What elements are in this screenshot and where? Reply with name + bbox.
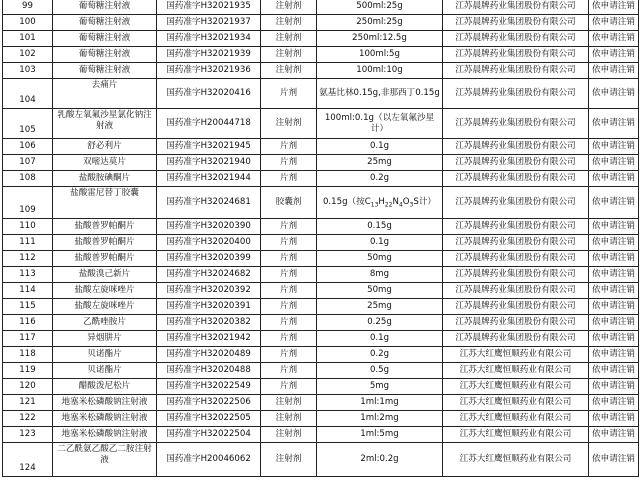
company-name-cell: 江苏晨牌药业集团股份有限公司 [443, 79, 589, 109]
drug-name-cell: 乳酸左氧氟沙星氯化钠注射液 [53, 109, 157, 139]
drug-name-cell: 舒必利片 [53, 139, 157, 155]
drug-name-cell: 二乙酰氨乙酸乙二胺注射液 [53, 443, 157, 477]
company-name-cell: 江苏晨牌药业集团股份有限公司 [443, 171, 589, 187]
table-row [3, 155, 639, 171]
specification-cell: 0.1g [317, 139, 443, 155]
row-number-cell: 116 [3, 315, 53, 331]
company-name-cell: 江苏晨牌药业集团股份有限公司 [443, 63, 589, 79]
table-row [3, 379, 639, 395]
company-name-cell: 江苏晨牌药业集团股份有限公司 [443, 299, 589, 315]
approval-number-cell: 国药准字H32020416 [157, 79, 261, 109]
drug-name-cell: 去痛片 [53, 79, 157, 109]
cancellation-status-cell: 依申请注销 [589, 109, 639, 139]
row-number-cell: 100 [3, 15, 53, 31]
specification-cell: 500ml:25g [317, 0, 443, 15]
company-name-cell: 江苏晨牌药业集团股份有限公司 [443, 331, 589, 347]
row-number-cell: 105 [3, 109, 53, 139]
cancellation-status-cell: 依申请注销 [589, 331, 639, 347]
company-name-cell: 江苏晨牌药业集团股份有限公司 [443, 235, 589, 251]
dosage-form-cell: 片剂 [261, 251, 317, 267]
row-number-cell: 123 [3, 427, 53, 443]
table-row [3, 411, 639, 427]
approval-number-cell: 国药准字H32021942 [157, 331, 261, 347]
row-number-cell: 101 [3, 31, 53, 47]
dosage-form-cell: 片剂 [261, 283, 317, 299]
approval-number-cell: 国药准字H32021945 [157, 139, 261, 155]
specification-cell: 0.15g（按$C_{13}H_{22}N_4O_3S$计） [317, 187, 443, 219]
approval-number-cell: 国药准字H32022506 [157, 395, 261, 411]
row-number-cell: 112 [3, 251, 53, 267]
cancellation-status-cell: 依申请注销 [589, 283, 639, 299]
dosage-form-cell: 注射剂 [261, 411, 317, 427]
cancellation-status-cell: 依申请注销 [589, 47, 639, 63]
table-row [3, 395, 639, 411]
specification-cell: 0.1g [317, 235, 443, 251]
company-name-cell: 江苏晨牌药业集团股份有限公司 [443, 315, 589, 331]
dosage-form-cell: 片剂 [261, 267, 317, 283]
table-row [3, 315, 639, 331]
drug-name-cell: 乙酰唑胺片 [53, 315, 157, 331]
row-number-cell: 120 [3, 379, 53, 395]
specification-cell: 250ml:12.5g [317, 31, 443, 47]
row-number-cell: 119 [3, 363, 53, 379]
table-row [3, 219, 639, 235]
specification-cell: 1ml:5mg [317, 427, 443, 443]
company-name-cell: 江苏晨牌药业集团股份有限公司 [443, 31, 589, 47]
cancellation-status-cell: 依申请注销 [589, 31, 639, 47]
dosage-form-cell: 注射剂 [261, 47, 317, 63]
row-number-cell: 115 [3, 299, 53, 315]
cancellation-status-cell: 依申请注销 [589, 251, 639, 267]
table-row [3, 139, 639, 155]
drug-name-cell: 异烟肼片 [53, 331, 157, 347]
table-row [3, 15, 639, 31]
company-name-cell: 江苏晨牌药业集团股份有限公司 [443, 139, 589, 155]
cancellation-status-cell: 依申请注销 [589, 0, 639, 15]
cancellation-status-cell: 依申请注销 [589, 155, 639, 171]
specification-cell: 25mg [317, 155, 443, 171]
approval-number-cell: 国药准字H32022549 [157, 379, 261, 395]
table-row [3, 79, 639, 109]
specification-cell: 0.15g [317, 219, 443, 235]
company-name-cell: 江苏大红鹰恒顺药业有限公司 [443, 379, 589, 395]
cancellation-status-cell: 依申请注销 [589, 427, 639, 443]
row-number-cell: 108 [3, 171, 53, 187]
row-number-cell: 109 [3, 187, 53, 219]
cancellation-status-cell: 依申请注销 [589, 347, 639, 363]
approval-number-cell: 国药准字H20046062 [157, 443, 261, 477]
dosage-form-cell: 片剂 [261, 219, 317, 235]
specification-cell: 100ml:10g [317, 63, 443, 79]
approval-number-cell: 国药准字H32020400 [157, 235, 261, 251]
approval-number-cell: 国药准字H32021935 [157, 0, 261, 15]
table-row [3, 283, 639, 299]
drug-name-cell: 葡萄糖注射液 [53, 47, 157, 63]
cancellation-status-cell: 依申请注销 [589, 363, 639, 379]
specification-cell: 1ml:2mg [317, 411, 443, 427]
company-name-cell: 江苏大红鹰恒顺药业有限公司 [443, 411, 589, 427]
dosage-form-cell: 片剂 [261, 235, 317, 251]
approval-number-cell: 国药准字H32020399 [157, 251, 261, 267]
dosage-form-cell: 片剂 [261, 363, 317, 379]
row-number-cell: 107 [3, 155, 53, 171]
drug-name-cell: 葡萄糖注射液 [53, 63, 157, 79]
approval-number-cell: 国药准字H32021936 [157, 63, 261, 79]
table-row [3, 63, 639, 79]
table-row [3, 363, 639, 379]
cancellation-status-cell: 依申请注销 [589, 267, 639, 283]
row-number-cell: 104 [3, 79, 53, 109]
cancellation-status-cell: 依申请注销 [589, 315, 639, 331]
specification-cell: 250ml:25g [317, 15, 443, 31]
row-number-cell: 106 [3, 139, 53, 155]
approval-number-cell: 国药准字H32022505 [157, 411, 261, 427]
cancellation-status-cell: 依申请注销 [589, 79, 639, 109]
table-row [3, 31, 639, 47]
drug-name-cell: 盐酸左旋咪唑片 [53, 299, 157, 315]
dosage-form-cell: 注射剂 [261, 109, 317, 139]
specification-cell: 8mg [317, 267, 443, 283]
table-row [3, 235, 639, 251]
company-name-cell: 江苏大红鹰恒顺药业有限公司 [443, 395, 589, 411]
drug-name-cell: 醋酸泼尼松片 [53, 379, 157, 395]
specification-cell: 0.1g [317, 331, 443, 347]
company-name-cell: 江苏晨牌药业集团股份有限公司 [443, 267, 589, 283]
dosage-form-cell: 注射剂 [261, 443, 317, 477]
company-name-cell: 江苏大红鹰恒顺药业有限公司 [443, 347, 589, 363]
specification-cell: 100ml:0.1g（以左氧氟沙星计） [317, 109, 443, 139]
dosage-form-cell: 胶囊剂 [261, 187, 317, 219]
approval-number-cell: 国药准字H32020392 [157, 283, 261, 299]
specification-cell: 2ml:0.2g [317, 443, 443, 477]
table-row [3, 331, 639, 347]
specification-cell: 5mg [317, 379, 443, 395]
table-row [3, 427, 639, 443]
approval-number-cell: 国药准字H32021934 [157, 31, 261, 47]
approval-number-cell: 国药准字H20044718 [157, 109, 261, 139]
cancellation-status-cell: 依申请注销 [589, 15, 639, 31]
table-row [3, 47, 639, 63]
drug-name-cell: 地塞米松磷酸钠注射液 [53, 411, 157, 427]
cancellation-status-cell: 依申请注销 [589, 379, 639, 395]
specification-cell: 氨基比林0.15g,非那西丁0.15g [317, 79, 443, 109]
drug-name-cell: 地塞米松磷酸钠注射液 [53, 427, 157, 443]
dosage-form-cell: 片剂 [261, 331, 317, 347]
dosage-form-cell: 注射剂 [261, 31, 317, 47]
company-name-cell: 江苏大红鹰恒顺药业有限公司 [443, 443, 589, 477]
drug-name-cell: 盐酸左旋咪唑片 [53, 283, 157, 299]
table-row [3, 299, 639, 315]
drug-name-cell: 地塞米松磷酸钠注射液 [53, 395, 157, 411]
cancellation-status-cell: 依申请注销 [589, 411, 639, 427]
approval-number-cell: 国药准字H32020382 [157, 315, 261, 331]
dosage-form-cell: 片剂 [261, 347, 317, 363]
drug-name-cell: 贝诺酯片 [53, 363, 157, 379]
approval-number-cell: 国药准字H32020488 [157, 363, 261, 379]
company-name-cell: 江苏晨牌药业集团股份有限公司 [443, 283, 589, 299]
specification-cell: 50mg [317, 251, 443, 267]
drug-name-cell: 盐酸普罗帕酮片 [53, 251, 157, 267]
specification-cell: 0.2g [317, 347, 443, 363]
approval-number-cell: 国药准字H32021944 [157, 171, 261, 187]
approval-number-cell: 国药准字H32022504 [157, 427, 261, 443]
cancellation-status-cell: 依申请注销 [589, 235, 639, 251]
dosage-form-cell: 片剂 [261, 171, 317, 187]
drug-cancellation-table [2, 0, 639, 477]
cancellation-status-cell: 依申请注销 [589, 171, 639, 187]
specification-cell: 100ml:5g [317, 47, 443, 63]
row-number-cell: 110 [3, 219, 53, 235]
specification-cell: 0.5g [317, 363, 443, 379]
specification-cell: 25mg [317, 299, 443, 315]
row-number-cell: 124 [3, 443, 53, 477]
table-row [3, 187, 639, 219]
company-name-cell: 江苏晨牌药业集团股份有限公司 [443, 109, 589, 139]
dosage-form-cell: 注射剂 [261, 0, 317, 15]
approval-number-cell: 国药准字H32021937 [157, 15, 261, 31]
specification-cell: 1ml:1mg [317, 395, 443, 411]
drug-name-cell: 盐酸普罗帕酮片 [53, 219, 157, 235]
dosage-form-cell: 注射剂 [261, 395, 317, 411]
row-number-cell: 103 [3, 63, 53, 79]
cancellation-status-cell: 依申请注销 [589, 443, 639, 477]
cancellation-status-cell: 依申请注销 [589, 63, 639, 79]
row-number-cell: 122 [3, 411, 53, 427]
row-number-cell: 117 [3, 331, 53, 347]
cancellation-status-cell: 依申请注销 [589, 139, 639, 155]
table-row [3, 443, 639, 477]
table-row [3, 267, 639, 283]
approval-number-cell: 国药准字H32020390 [157, 219, 261, 235]
table-body [3, 0, 639, 477]
cancellation-status-cell: 依申请注销 [589, 395, 639, 411]
company-name-cell: 江苏晨牌药业集团股份有限公司 [443, 187, 589, 219]
row-number-cell: 118 [3, 347, 53, 363]
drug-name-cell: 盐酸胺碘酮片 [53, 171, 157, 187]
dosage-form-cell: 片剂 [261, 299, 317, 315]
dosage-form-cell: 片剂 [261, 315, 317, 331]
table-row [3, 251, 639, 267]
company-name-cell: 江苏晨牌药业集团股份有限公司 [443, 0, 589, 15]
dosage-form-cell: 片剂 [261, 79, 317, 109]
table-row [3, 0, 639, 15]
dosage-form-cell: 注射剂 [261, 15, 317, 31]
company-name-cell: 江苏晨牌药业集团股份有限公司 [443, 15, 589, 31]
drug-name-cell: 双嘧达莫片 [53, 155, 157, 171]
drug-name-cell: 葡萄糖注射液 [53, 0, 157, 15]
company-name-cell: 江苏大红鹰恒顺药业有限公司 [443, 363, 589, 379]
drug-name-cell: 贝诺酯片 [53, 347, 157, 363]
row-number-cell: 114 [3, 283, 53, 299]
company-name-cell: 江苏大红鹰恒顺药业有限公司 [443, 427, 589, 443]
specification-cell: 0.2g [317, 171, 443, 187]
company-name-cell: 江苏晨牌药业集团股份有限公司 [443, 219, 589, 235]
approval-number-cell: 国药准字H32021939 [157, 47, 261, 63]
cancellation-status-cell: 依申请注销 [589, 299, 639, 315]
table-row [3, 347, 639, 363]
dosage-form-cell: 片剂 [261, 379, 317, 395]
specification-cell: 0.25g [317, 315, 443, 331]
approval-number-cell: 国药准字H32020489 [157, 347, 261, 363]
drug-name-cell: 盐酸溴己新片 [53, 267, 157, 283]
cancellation-status-cell: 依申请注销 [589, 187, 639, 219]
row-number-cell: 111 [3, 235, 53, 251]
table-row [3, 171, 639, 187]
specification-cell: 50mg [317, 283, 443, 299]
row-number-cell: 121 [3, 395, 53, 411]
approval-number-cell: 国药准字H32024682 [157, 267, 261, 283]
dosage-form-cell: 片剂 [261, 139, 317, 155]
company-name-cell: 江苏晨牌药业集团股份有限公司 [443, 47, 589, 63]
drug-name-cell: 盐酸普罗帕酮片 [53, 235, 157, 251]
company-name-cell: 江苏晨牌药业集团股份有限公司 [443, 251, 589, 267]
row-number-cell: 113 [3, 267, 53, 283]
dosage-form-cell: 注射剂 [261, 427, 317, 443]
approval-number-cell: 国药准字H32020391 [157, 299, 261, 315]
dosage-form-cell: 片剂 [261, 155, 317, 171]
approval-number-cell: 国药准字H32021940 [157, 155, 261, 171]
cancellation-status-cell: 依申请注销 [589, 219, 639, 235]
drug-name-cell: 盐酸雷尼替丁胶囊 [53, 187, 157, 219]
table-row [3, 109, 639, 139]
row-number-cell: 99 [3, 0, 53, 15]
company-name-cell: 江苏晨牌药业集团股份有限公司 [443, 155, 589, 171]
drug-name-cell: 葡萄糖注射液 [53, 31, 157, 47]
row-number-cell: 102 [3, 47, 53, 63]
drug-name-cell: 葡萄糖注射液 [53, 15, 157, 31]
approval-number-cell: 国药准字H32024681 [157, 187, 261, 219]
dosage-form-cell: 注射剂 [261, 63, 317, 79]
